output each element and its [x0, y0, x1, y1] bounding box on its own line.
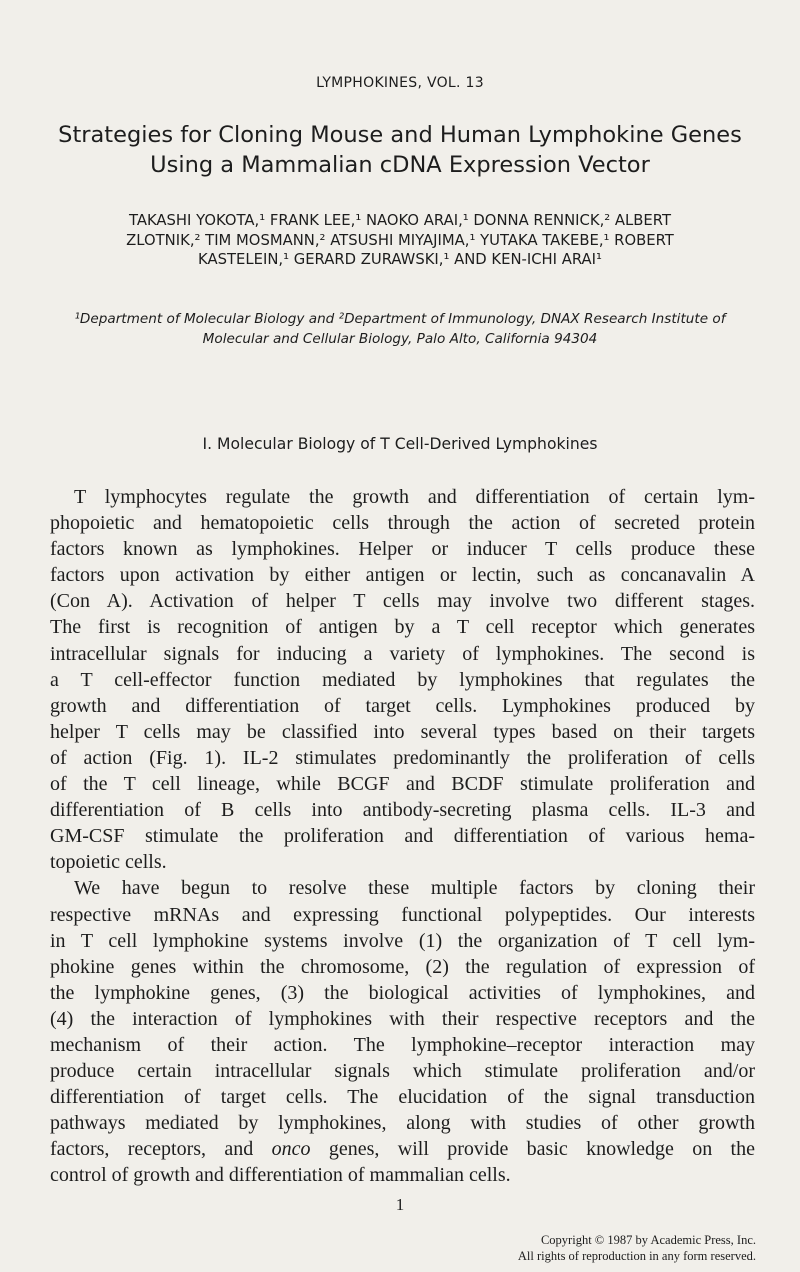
text-line: T lymphocytes regulate the growth and differentiation of certain lym- — [74, 486, 755, 508]
text-line: factors upon activation by either antigen or lectin, such as concanavalin A — [50, 564, 755, 587]
running-head: LYMPHOKINES, VOL. 13 — [316, 75, 484, 91]
affiliation-line: ¹Department of Molecular Biology and ²Department of Immunology, DNAX Research Institute of — [74, 311, 726, 327]
text-line: produce certain intracellular signals which stimulate proliferation and/or — [50, 1060, 755, 1083]
text-line: (4) the interaction of lymphokines with their respective receptors and the — [50, 1007, 755, 1030]
text-line: GM-CSF stimulate the proliferation and differentiation of various hema- — [50, 825, 755, 848]
title-line: Strategies for Cloning Mouse and Human Lymphokine Genes — [58, 122, 742, 148]
author-list — [40, 211, 760, 270]
text-line: differentiation of target cells. The elucidation of the signal transduction — [50, 1086, 755, 1109]
copyright-line: Copyright © 1987 by Academic Press, Inc. — [540, 1233, 756, 1247]
text-line: control of growth and differentiation of mammalian cells. — [50, 1164, 511, 1187]
text-line: growth and differentiation of target cells. Lymphokines produced by — [50, 694, 755, 717]
text-line: (Con A). Activation of helper T cells may involve two different stages. — [50, 590, 755, 613]
text-line: helper T cells may be classified into several types based on their targets — [50, 720, 755, 743]
text-line: The first is recognition of antigen by a T cell receptor which generates — [50, 616, 755, 639]
copyright-notice — [518, 1232, 756, 1264]
text-line: factors, receptors, and onco genes, will provide basic knowledge on the — [50, 1138, 755, 1161]
text-line: phopoietic and hematopoietic cells through the action of secreted protein — [50, 512, 755, 535]
affiliations — [30, 309, 770, 349]
text-line: We have begun to resolve these multiple factors by cloning their — [74, 877, 755, 900]
text-line: of the T cell lineage, while BCGF and BCDF stimulate proliferation and — [50, 773, 755, 796]
text-line: intracellular signals for inducing a variety of lymphokines. The second is — [50, 642, 755, 665]
author-line: ZLOTNIK,² TIM MOSMANN,² ATSUSHI MIYAJIMA,¹ YUTAKA TAKEBE,¹ ROBERT — [126, 231, 674, 249]
paragraph-2 — [50, 875, 755, 1188]
section-heading: I. Molecular Biology of T Cell-Derived Lymphokines — [202, 435, 598, 453]
text-line: of action (Fig. 1). IL-2 stimulates predominantly the proliferation of cells — [50, 746, 755, 769]
text-line: phokine genes within the chromosome, (2) the regulation of expression of — [50, 955, 755, 978]
paragraph-1 — [50, 484, 755, 875]
italic-term: onco — [271, 1138, 311, 1161]
text-line: topoietic cells. — [50, 851, 167, 874]
text-line: factors known as lymphokines. Helper or inducer T cells produce these — [50, 538, 755, 561]
text-line: differentiation of B cells into antibody-secreting plasma cells. IL-3 and — [50, 799, 755, 822]
body-text — [50, 484, 755, 1189]
text-line: in T cell lymphokine systems involve (1) the organization of T cell lym- — [50, 929, 755, 952]
text-line: a T cell-effector function mediated by lymphokines that regulates the — [50, 668, 755, 691]
article-title — [30, 120, 770, 180]
text-line: mechanism of their action. The lymphokine–receptor interaction may — [50, 1033, 755, 1056]
text-line: the lymphokine genes, (3) the biological activities of lymphokines, and — [50, 981, 755, 1004]
page-number: 1 — [395, 1195, 405, 1214]
text-line: respective mRNAs and expressing functional polypeptides. Our interests — [50, 903, 755, 926]
affiliation-line: Molecular and Cellular Biology, Palo Alto, California 94304 — [202, 331, 598, 347]
copyright-line: All rights of reproduction in any form reserved. — [517, 1249, 756, 1263]
author-line: TAKASHI YOKOTA,¹ FRANK LEE,¹ NAOKO ARAI,¹ DONNA RENNICK,² ALBERT — [128, 212, 672, 229]
text-line: pathways mediated by lymphokines, along with studies of other growth — [50, 1112, 755, 1135]
title-line: Using a Mammalian cDNA Expression Vector — [150, 152, 650, 178]
author-line: KASTELEIN,¹ GERARD ZURAWSKI,¹ AND KEN-ICHI ARAI¹ — [198, 251, 602, 268]
